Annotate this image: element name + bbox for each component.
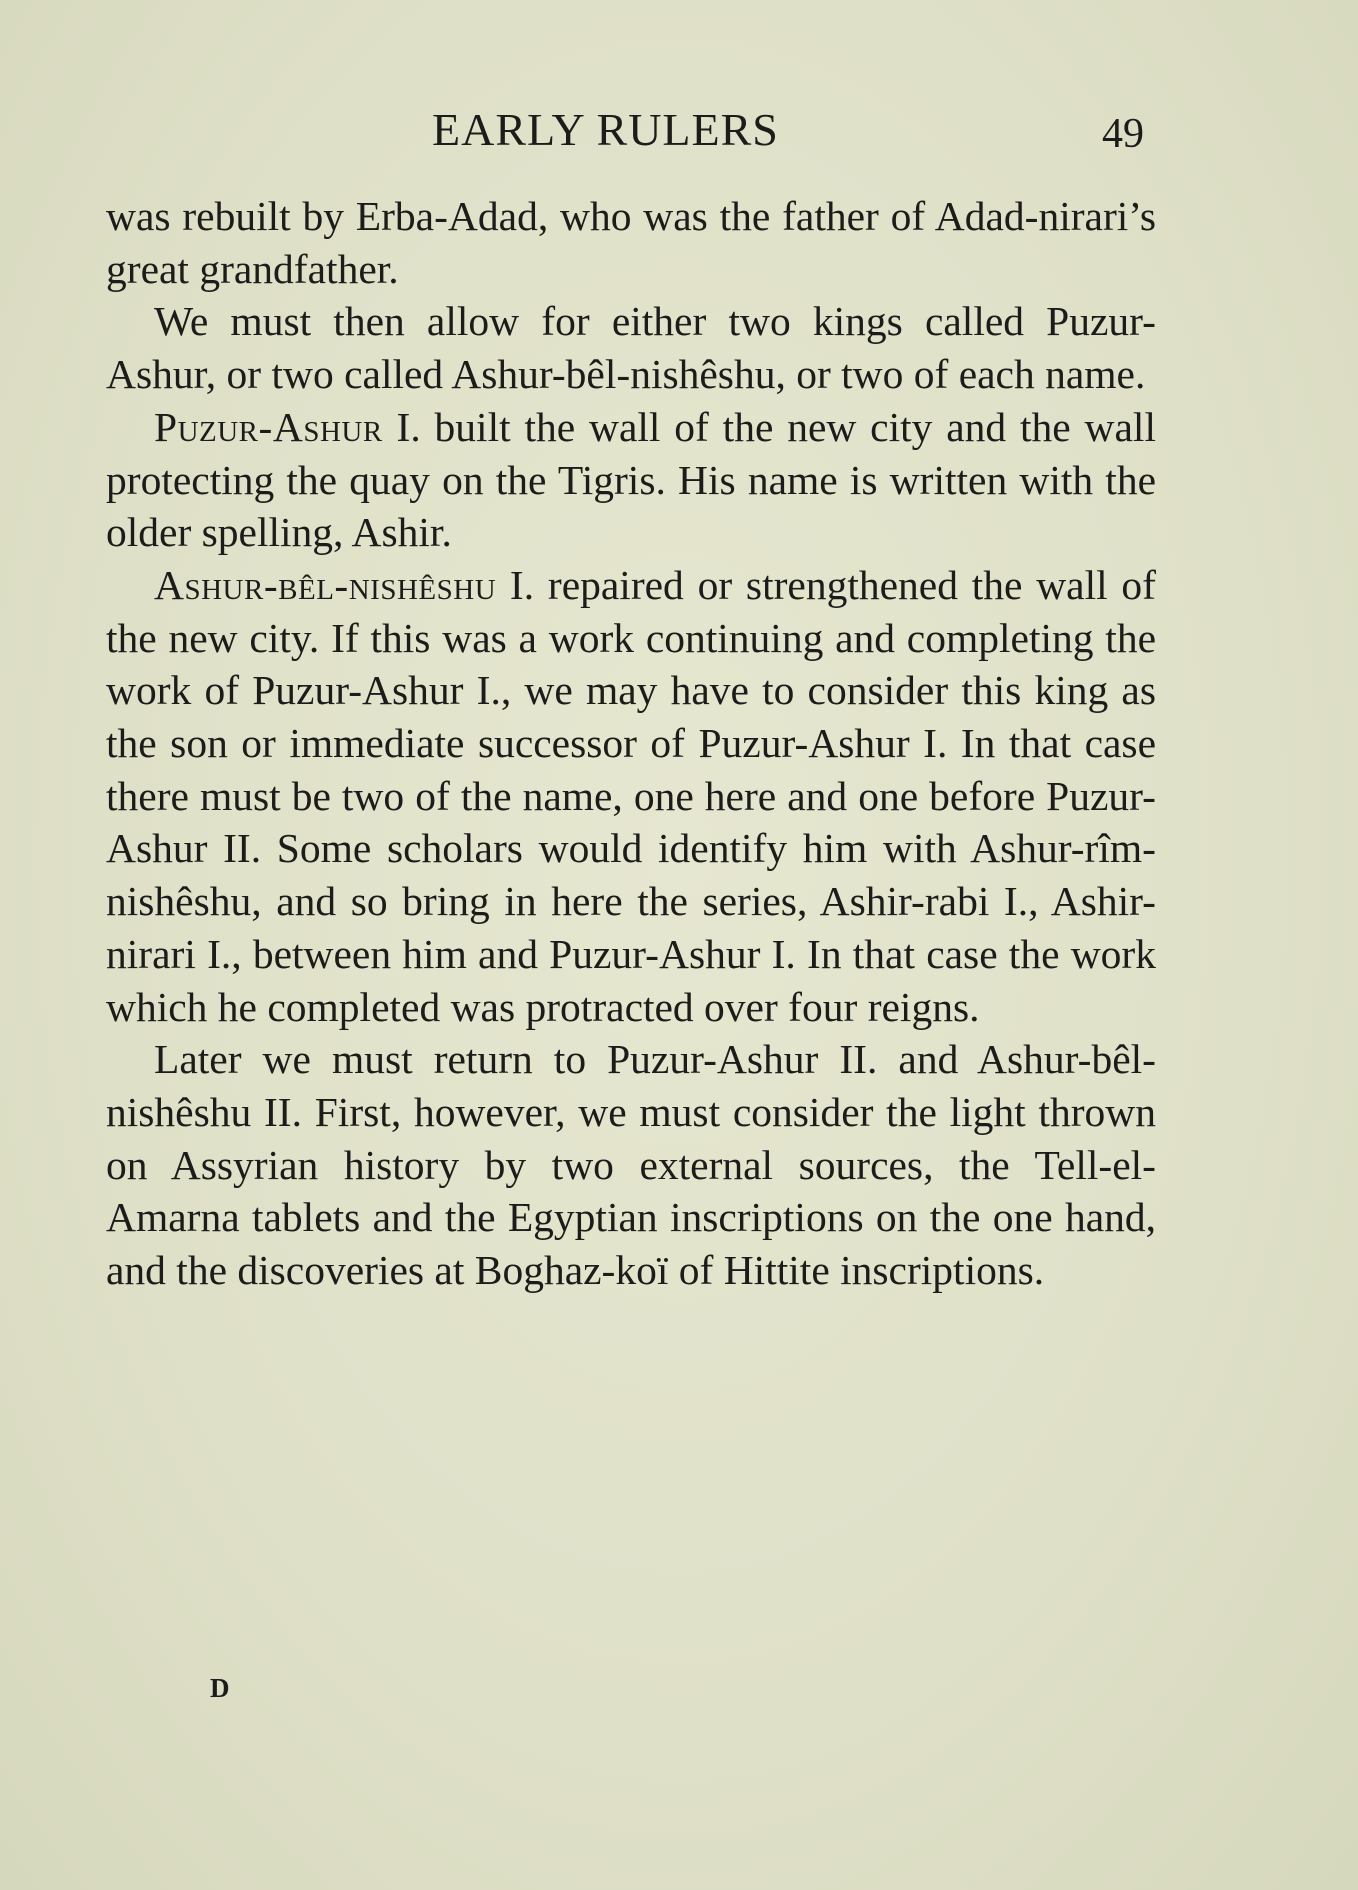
- paragraph-5: [106, 1033, 1156, 1297]
- paragraph-2: [106, 295, 1156, 400]
- running-head: [0, 100, 1358, 160]
- paragraph-3-text: I. built the wall of the new city and the wall protecting the quay on the Tigris. His name is written with the older spelling, Ashir.: [106, 403, 1156, 556]
- page-number: 49: [1102, 111, 1144, 157]
- paragraph-4-lead-name: Ashur-bêl-nishêshu: [154, 561, 497, 608]
- paragraph-1: [106, 190, 1156, 295]
- signature-mark: D: [210, 1673, 230, 1703]
- body-text: [106, 190, 1156, 1297]
- paragraph-1-text: was rebuilt by Erba-Adad, who was the father of Adad-nirari’s great grandfather.: [106, 193, 1156, 292]
- running-title: EARLY RULERS: [432, 104, 779, 155]
- paragraph-3-lead-name: Puzur-Ashur: [154, 403, 383, 450]
- paragraph-3: [106, 401, 1156, 559]
- paragraph-4: [106, 559, 1156, 1033]
- paragraph-4-text: I. repaired or strengthened the wall of the new city. If this was a work continuing and completing the work of Puzur-Ashur I., we may have to consider this king as the son or immediate successor of Puzur-Ashur I. In that case there must be two of the name, one here and one before Puzur-Ashur II. Some scholars would identify him with Ashur-rîm-nishêshu, and so bring in here the series, Ashir-rabi I., Ashir-nirari I., between him and Puzur-Ashur I. In that case the work which he completed was protracted over four reigns.: [106, 561, 1156, 1030]
- paragraph-2-text: We must then allow for either two kings called Puzur-Ashur, or two called Ashur-bêl-nishêshu, or two of each name.: [106, 298, 1156, 398]
- paragraph-5-text: Later we must return to Puzur-Ashur II. and Ashur-bêl-nishêshu II. First, however, we must consider the light thrown on Assyrian history by two external sources, the Tell-el-Amarna tablets and the Egyptian inscriptions on the one hand, and the discoveries at Boghaz-koï of Hittite inscriptions.: [106, 1036, 1156, 1294]
